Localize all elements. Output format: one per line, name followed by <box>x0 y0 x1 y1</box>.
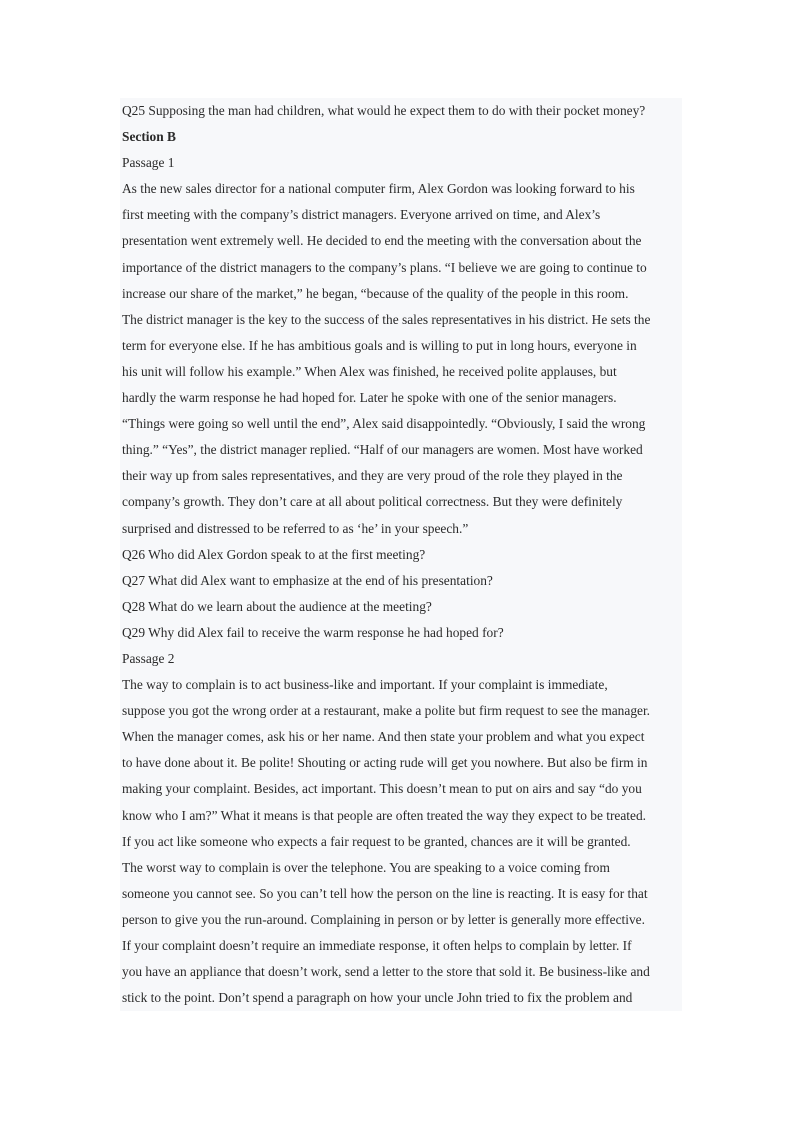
passage-2-line: someone you cannot see. So you can’t tell how the person on the line is reacting. It is easy for that <box>120 881 682 907</box>
question-25: Q25 Supposing the man had children, what would he expect them to do with their pocket money? <box>120 98 682 124</box>
passage-1-line: hardly the warm response he had hoped for. Later he spoke with one of the senior managers. <box>120 385 682 411</box>
passage-1-heading: Passage 1 <box>120 150 682 176</box>
passage-2-line: If your complaint doesn’t require an immediate response, it often helps to complain by letter. If <box>120 933 682 959</box>
passage-2-line: you have an appliance that doesn’t work, send a letter to the store that sold it. Be business-like and <box>120 959 682 985</box>
passage-1-line: their way up from sales representatives, and they are very proud of the role they played in the <box>120 463 682 489</box>
passage-1-line: “Things were going so well until the end”, Alex said disappointedly. “Obviously, I said the wrong <box>120 411 682 437</box>
passage-1-line: The district manager is the key to the success of the sales representatives in his district. He sets the <box>120 307 682 333</box>
passage-1-line: presentation went extremely well. He decided to end the meeting with the conversation about the <box>120 228 682 254</box>
passage-2-heading: Passage 2 <box>120 646 682 672</box>
question-29: Q29 Why did Alex fail to receive the warm response he had hoped for? <box>120 620 682 646</box>
passage-1-line: company’s growth. They don’t care at all about political correctness. But they were definitely <box>120 489 682 515</box>
passage-2-line: If you act like someone who expects a fair request to be granted, chances are it will be granted. <box>120 829 682 855</box>
passage-2-line: The worst way to complain is over the telephone. You are speaking to a voice coming from <box>120 855 682 881</box>
passage-2-line: making your complaint. Besides, act important. This doesn’t mean to put on airs and say “do you <box>120 776 682 802</box>
question-27: Q27 What did Alex want to emphasize at the end of his presentation? <box>120 568 682 594</box>
passage-2-line: person to give you the run-around. Complaining in person or by letter is generally more effective. <box>120 907 682 933</box>
passage-2-line: When the manager comes, ask his or her name. And then state your problem and what you expect <box>120 724 682 750</box>
passage-1-line: his unit will follow his example.” When Alex was finished, he received polite applauses, but <box>120 359 682 385</box>
passage-1-line: first meeting with the company’s district managers. Everyone arrived on time, and Alex’s <box>120 202 682 228</box>
passage-2-line: The way to complain is to act business-like and important. If your complaint is immediate, <box>120 672 682 698</box>
passage-1-line: surprised and distressed to be referred to as ‘he’ in your speech.” <box>120 516 682 542</box>
passage-1-line: As the new sales director for a national computer firm, Alex Gordon was looking forward to his <box>120 176 682 202</box>
passage-2-line: to have done about it. Be polite! Shouting or acting rude will get you nowhere. But also be firm in <box>120 750 682 776</box>
passage-1-line: term for everyone else. If he has ambitious goals and is willing to put in long hours, everyone in <box>120 333 682 359</box>
question-28: Q28 What do we learn about the audience at the meeting? <box>120 594 682 620</box>
document-body <box>120 98 682 1011</box>
passage-1-line: increase our share of the market,” he began, “because of the quality of the people in this room. <box>120 281 682 307</box>
passage-2-line: know who I am?” What it means is that people are often treated the way they expect to be treated. <box>120 803 682 829</box>
passage-2-line: stick to the point. Don’t spend a paragraph on how your uncle John tried to fix the problem and <box>120 985 682 1011</box>
passage-1-line: thing.” “Yes”, the district manager replied. “Half of our managers are women. Most have worked <box>120 437 682 463</box>
passage-2-line: suppose you got the wrong order at a restaurant, make a polite but firm request to see the manager. <box>120 698 682 724</box>
passage-1-line: importance of the district managers to the company’s plans. “I believe we are going to continue to <box>120 255 682 281</box>
question-26: Q26 Who did Alex Gordon speak to at the first meeting? <box>120 542 682 568</box>
section-heading: Section B <box>120 124 682 150</box>
